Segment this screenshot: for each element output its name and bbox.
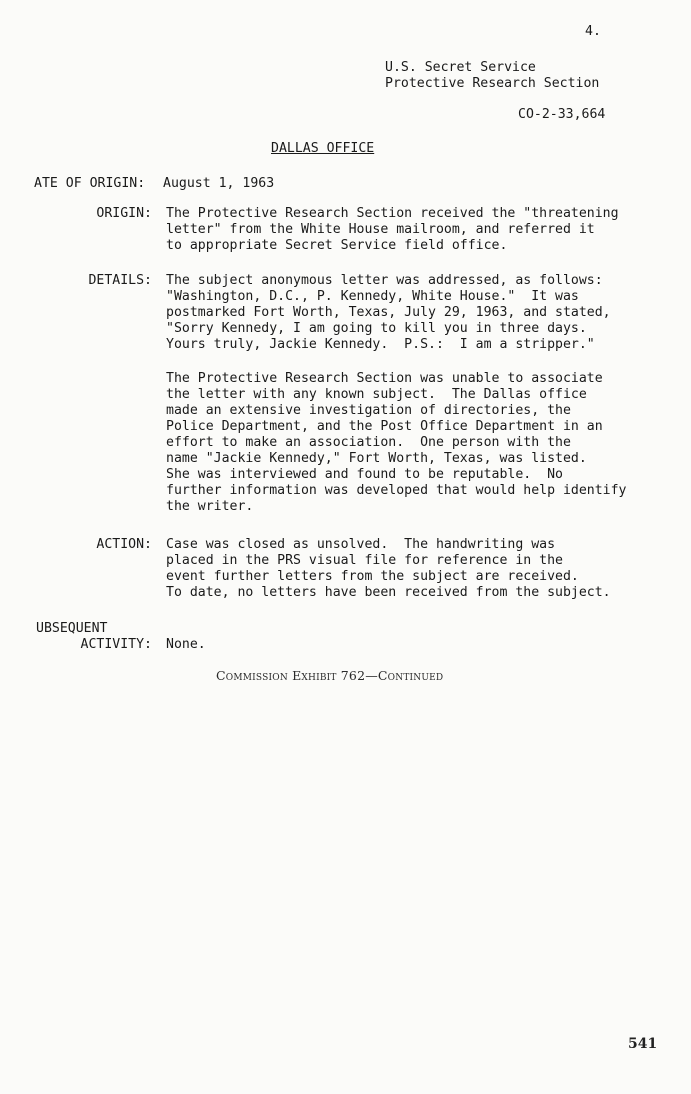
action-line: event further letters from the subject are received. (166, 569, 579, 584)
agency-line-2: Protective Research Section (385, 76, 600, 91)
office-heading: DALLAS OFFICE (271, 141, 375, 156)
details-p2-line: Police Department, and the Post Office Department in an (166, 419, 603, 434)
details-p1-line: "Washington, D.C., P. Kennedy, White House." It was (166, 289, 579, 304)
details-p2-line: the writer. (166, 499, 254, 514)
origin-line: The Protective Research Section received the "threatening (166, 206, 619, 221)
details-p2-line: The Protective Research Section was unable to associate (166, 371, 603, 386)
action-label: ACTION: (96, 537, 152, 552)
details-p2-line: name "Jackie Kennedy," Fort Worth, Texas, was listed. (166, 451, 587, 466)
origin-line: to appropriate Secret Service field office. (166, 238, 508, 253)
details-p1-line: postmarked Fort Worth, Texas, July 29, 1963, and stated, (166, 305, 611, 320)
subsequent-label-line-1: UBSEQUENT (36, 621, 108, 636)
page-number: 541 (628, 1036, 658, 1052)
action-line: Case was closed as unsolved. The handwriting was (166, 537, 556, 552)
page-marker: 4. (585, 24, 601, 39)
action-line: placed in the PRS visual file for reference in the (166, 553, 563, 568)
details-label: DETAILS: (88, 273, 152, 288)
details-p1-line: The subject anonymous letter was addressed, as follows: (166, 273, 603, 288)
details-p2-line: She was interviewed and found to be reputable. No (166, 467, 563, 482)
details-p2-line: effort to make an association. One person with the (166, 435, 571, 450)
date-of-origin-label: ATE OF ORIGIN: (34, 176, 146, 191)
details-p2-line: made an extensive investigation of directories, the (166, 403, 571, 418)
details-p2-line: further information was developed that would help identify (166, 483, 627, 498)
details-p1-line: Yours truly, Jackie Kennedy. P.S.: I am a stripper." (166, 337, 595, 352)
details-p1-line: "Sorry Kennedy, I am going to kill you in three days. (166, 321, 587, 336)
subsequent-activity-value: None. (166, 637, 206, 652)
origin-line: letter" from the White House mailroom, and referred it (166, 222, 595, 237)
file-number: CO-2-33,664 (518, 107, 606, 122)
details-p2-line: the letter with any known subject. The Dallas office (166, 387, 587, 402)
exhibit-caption: Commission Exhibit 762—Continued (216, 668, 444, 683)
origin-label: ORIGIN: (96, 206, 152, 221)
agency-line-1: U.S. Secret Service (385, 60, 536, 75)
subsequent-label-line-2: ACTIVITY: (80, 637, 152, 652)
date-of-origin-value: August 1, 1963 (163, 176, 275, 191)
action-line: To date, no letters have been received from the subject. (166, 585, 611, 600)
